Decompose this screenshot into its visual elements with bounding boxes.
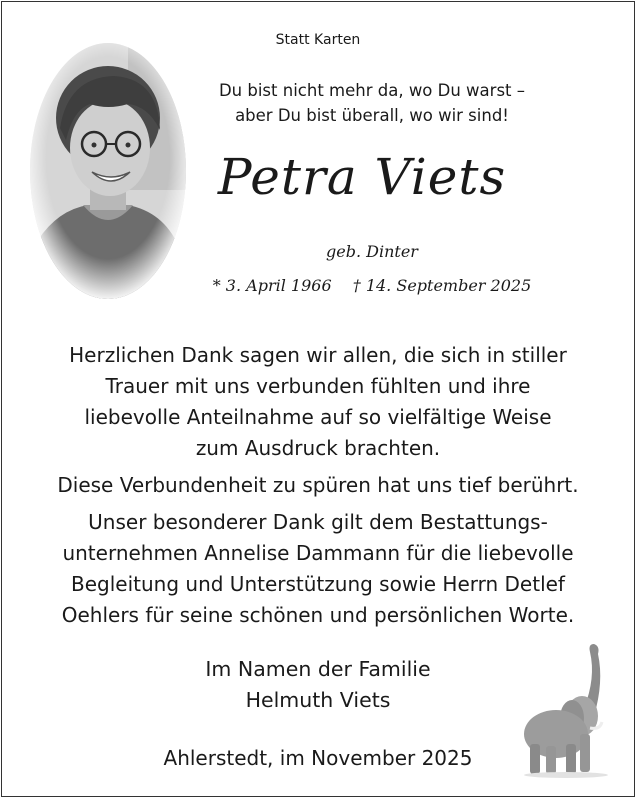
birth-name: geb. Dinter [326,242,418,261]
message-line: Begleitung und Unterstützung sowie Herrn Detlef [71,572,565,596]
place-and-date: Ahlerstedt, im November 2025 [163,746,473,770]
message-line: Trauer mit uns verbunden fühlten und ihre [105,374,531,398]
message-paragraph-1 [2,340,634,464]
message-line: Diese Verbundenheit zu spüren hat uns tief berührt. [57,473,579,497]
message-line: zum Ausdruck brachten. [195,436,441,460]
signoff-line-1: Im Namen der Familie [205,657,431,681]
signoff-line-2: Helmuth Viets [245,688,391,712]
message-line: Herzlichen Dank sagen wir allen, die sich in stiller [69,343,567,367]
message-line: unternehmen Annelise Dammann für die liebevolle [62,541,574,565]
message-paragraph-2 [2,470,634,501]
birth-date: * 3. April 1966 [212,276,332,295]
deceased-name: Petra Viets [217,148,507,206]
thank-you-message [2,340,634,637]
message-paragraph-3 [2,507,634,631]
statt-karten-label: Statt Karten [275,32,361,48]
message-line: Oehlers für seine schönen und persönlichen Worte. [61,603,575,627]
portrait-photo [28,40,188,302]
death-date: † 14. September 2025 [352,276,532,295]
memorial-quote [192,78,552,128]
quote-line-1: Du bist nicht mehr da, wo Du warst – [218,81,526,100]
quote-line-2: aber Du bist überall, wo wir sind! [235,106,509,125]
life-dates [172,276,572,295]
message-line: liebevolle Anteilnahme auf so vielfältige Weise [84,405,552,429]
obituary-card [1,1,635,797]
message-line: Unser besonderer Dank gilt dem Bestattungs- [88,510,548,534]
